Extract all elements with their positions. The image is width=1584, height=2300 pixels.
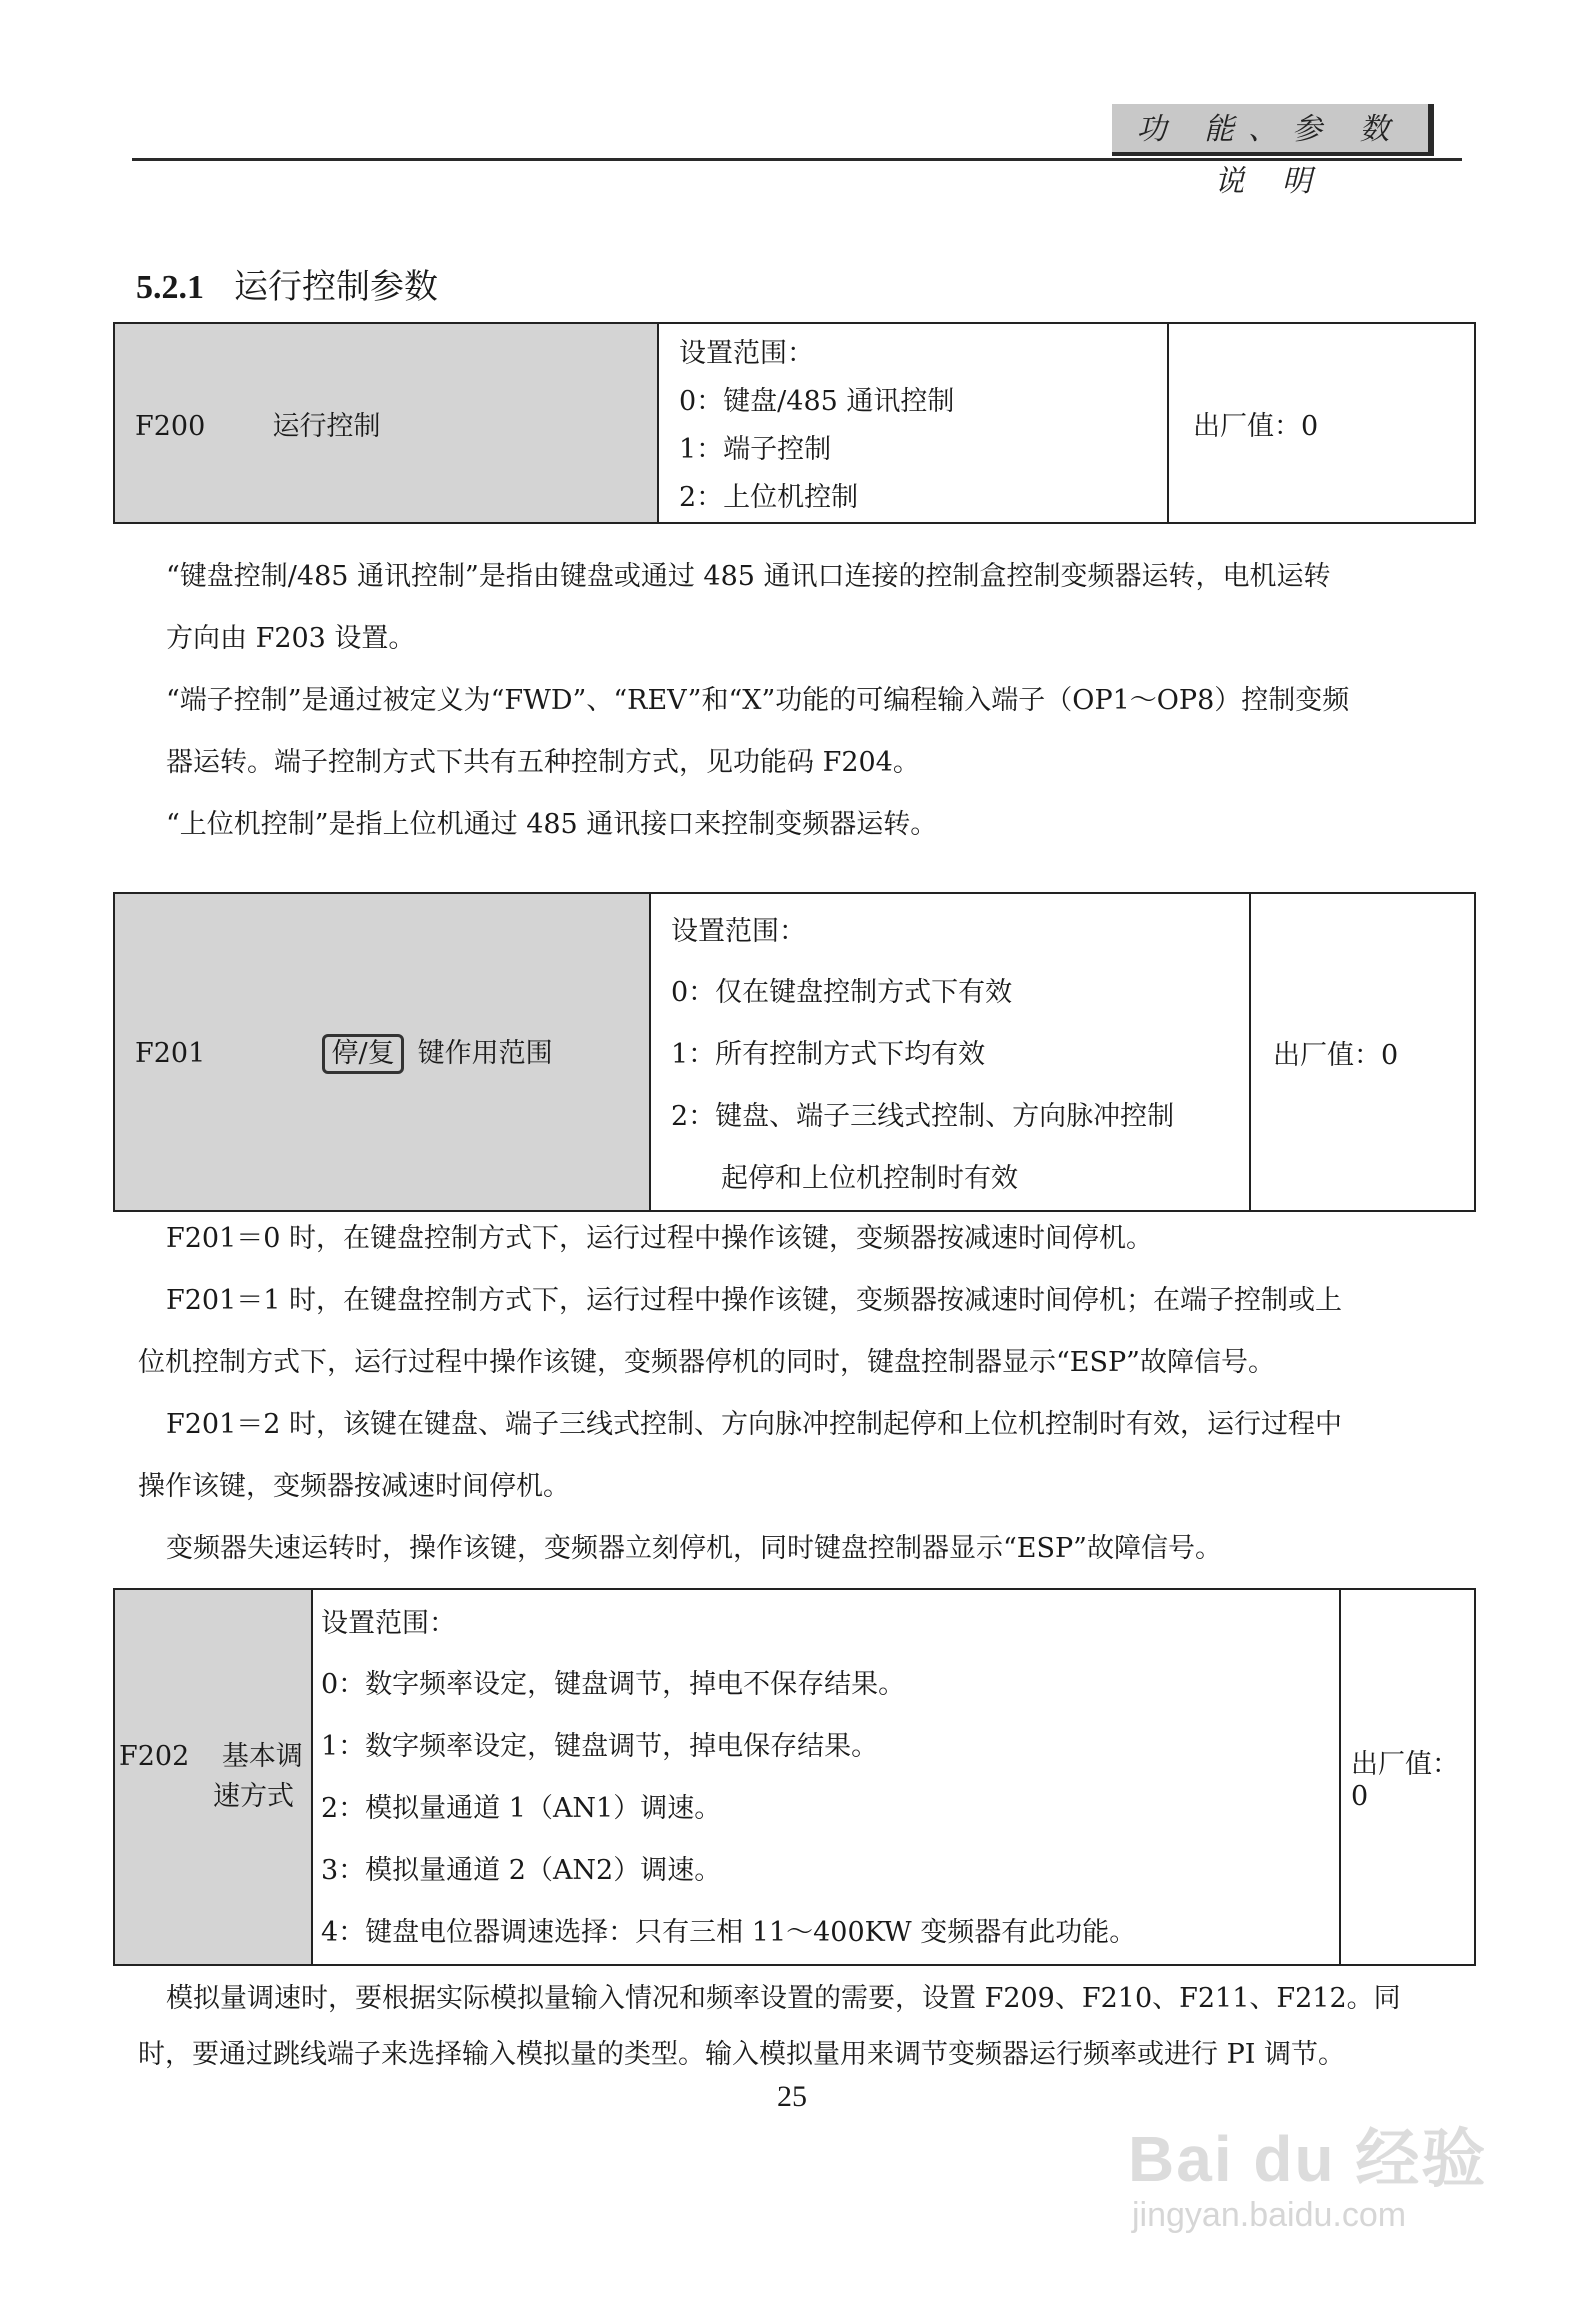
default-value: 出厂值：0 (1273, 1039, 1399, 1071)
watermark-url: jingyan.baidu.com (1132, 2196, 1407, 2234)
range-line: 设置范围： (321, 1608, 456, 1639)
stop-reset-key-label: 停/复 (322, 1034, 403, 1074)
section-title (136, 262, 438, 313)
page-number: 25 (777, 2080, 807, 2113)
paragraph-line: 位机控制方式下，运行过程中操作该键，变频器停机的同时，键盘控制器显示“ESP”故障信号。 (138, 1347, 1275, 1378)
param-name-line2: 速方式 (213, 1781, 294, 1812)
param-code: F201 (135, 1037, 206, 1069)
range-line: 设置范围： (671, 916, 806, 947)
param-label-cell (114, 323, 658, 523)
param-range-cell (650, 893, 1250, 1211)
range-line: 1：所有控制方式下均有效 (671, 1039, 986, 1070)
range-line: 0：数字频率设定，键盘调节，掉电不保存结果。 (321, 1669, 906, 1700)
range-line: 3：模拟量通道 2（AN2）调速。 (321, 1855, 722, 1886)
range-line: 2：键盘、端子三线式控制、方向脉冲控制 (671, 1101, 1175, 1132)
paragraph-line: “键盘控制/485 通讯控制”是指由键盘或通过 485 通讯口连接的控制盒控制变频器运转，电机运转 (166, 561, 1331, 592)
param-range-cell (658, 323, 1168, 523)
param-table-f200 (113, 322, 1476, 524)
paragraph-line: 器运转。端子控制方式下共有五种控制方式，见功能码 F204。 (166, 747, 920, 778)
paragraph-line: F201＝0 时，在键盘控制方式下，运行过程中操作该键，变频器按减速时间停机。 (166, 1223, 1154, 1254)
chapter-header-tab: 功 能、参 数 说 明 (1112, 104, 1434, 156)
range-line: 2：上位机控制 (679, 482, 859, 513)
range-line: 起停和上位机控制时有效 (721, 1163, 1018, 1194)
param-default-cell (1168, 323, 1475, 523)
range-line: 0：仅在键盘控制方式下有效 (671, 977, 1013, 1008)
paragraph-line: “上位机控制”是指上位机通过 485 通讯接口来控制变频器运转。 (166, 809, 938, 840)
paragraph-line: 变频器失速运转时，操作该键，变频器立刻停机，同时键盘控制器显示“ESP”故障信号。 (166, 1533, 1222, 1564)
param-code: F200 (135, 410, 206, 442)
section-title-text: 运行控制参数 (234, 267, 438, 307)
param-label-cell (114, 1589, 312, 1965)
param-code: F202 (119, 1741, 190, 1772)
paragraph-line: 模拟量调速时，要根据实际模拟量输入情况和频率设置的需要，设置 F209、F210、F211、F212。同 (166, 1983, 1401, 2014)
paragraph-line: “端子控制”是通过被定义为“FWD”、“REV”和“X”功能的可编程输入端子（OP1～OP8）控制变频 (166, 685, 1350, 716)
paragraph-line: F201＝2 时，该键在键盘、端子三线式控制、方向脉冲控制起停和上位机控制时有效，运行过程中 (166, 1409, 1343, 1440)
paragraph-line: F201＝1 时，在键盘控制方式下，运行过程中操作该键，变频器按减速时间停机；在端子控制或上 (166, 1285, 1343, 1316)
param-label-cell (114, 893, 650, 1211)
paragraph-line: 操作该键，变频器按减速时间停机。 (138, 1471, 570, 1502)
param-name-line1: 基本调 (221, 1741, 303, 1772)
param-table-f201 (113, 892, 1476, 1212)
header-rule (132, 158, 1462, 161)
watermark-logo: Bai du 经验 (1128, 2123, 1488, 2195)
range-line: 设置范围： (679, 338, 814, 369)
range-line: 0：键盘/485 通讯控制 (679, 386, 955, 417)
section-number: 5.2.1 (136, 269, 204, 306)
param-name: 运行控制 (272, 410, 381, 442)
range-line: 1：数字频率设定，键盘调节，掉电保存结果。 (321, 1731, 879, 1762)
range-line: 2：模拟量通道 1（AN1）调速。 (321, 1793, 722, 1824)
param-range-cell (312, 1589, 1340, 1965)
param-default-cell (1340, 1589, 1475, 1965)
param-table-f202 (113, 1588, 1476, 1966)
paragraph-line: 时，要通过跳线端子来选择输入模拟量的类型。输入模拟量用来调节变频器运行频率或进行 PI 调节。 (138, 2039, 1345, 2070)
default-value: 出厂值：0 (1193, 410, 1319, 442)
param-name: 键作用范围 (417, 1037, 553, 1069)
paragraph-line: 方向由 F203 设置。 (166, 623, 416, 654)
range-line: 1：端子控制 (679, 434, 832, 465)
default-value: 出厂值：0 (1351, 1749, 1459, 1812)
range-line: 4：键盘电位器调速选择：只有三相 11～400KW 变频器有此功能。 (321, 1917, 1137, 1948)
param-default-cell (1250, 893, 1475, 1211)
